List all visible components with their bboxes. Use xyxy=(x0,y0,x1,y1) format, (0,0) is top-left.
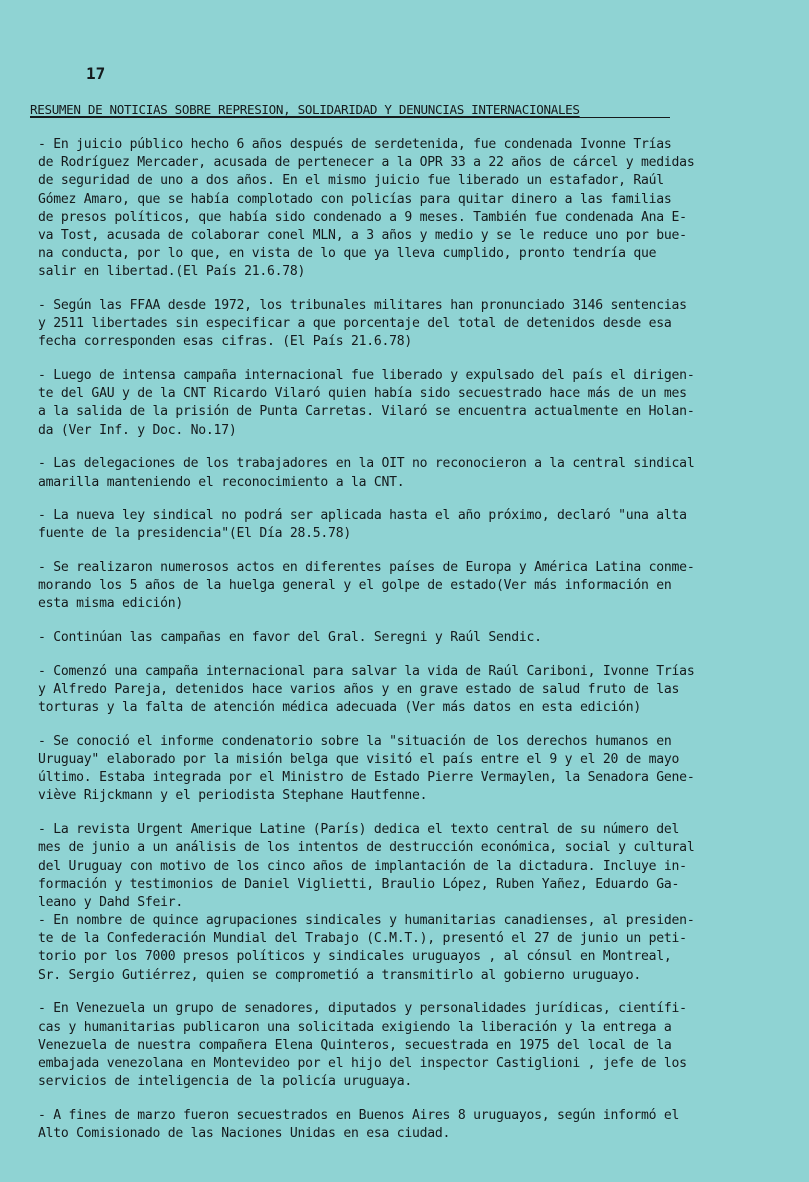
news-item-line: viève Rijckmann y el periodista Stephane Hautfenne. xyxy=(38,788,428,804)
news-item xyxy=(38,455,758,491)
news-item xyxy=(38,507,758,543)
news-item-line: de Rodríguez Mercader, acusada de pertenecer a la OPR 33 a 22 años de cárcel y medidas xyxy=(38,155,695,171)
news-item-line: a la salida de la prisión de Punta Carretas. Vilaró se encuentra actualmente en Holan- xyxy=(38,404,695,420)
news-item-line: salir en libertad.(El País 21.6.78) xyxy=(38,264,306,280)
news-item-line: y Alfredo Pareja, detenidos hace varios años y en grave estado de salud fruto de las xyxy=(38,682,680,697)
news-item-line: te de la Confederación Mundial del Trabajo (C.M.T.), presentó el 27 de junio un peti- xyxy=(38,931,687,947)
news-item-line: del Uruguay con motivo de los cinco años de implantación de la dictadura. Incluye in- xyxy=(38,858,687,874)
news-item-line: Uruguay" elaborado por la misión belga que visitó el país entre el 9 y el 20 de mayo xyxy=(38,752,680,768)
news-item xyxy=(38,559,758,614)
news-item-line: esta misma edición) xyxy=(38,596,184,612)
news-item-line: - Las delegaciones de los trabajadores en la OIT no reconocieron a la central sindical xyxy=(38,456,695,472)
news-item xyxy=(38,912,758,985)
news-item-line: Sr. Sergio Gutiérrez, quien se comprometió a transmitirlo al gobierno uruguayo. xyxy=(38,967,642,983)
news-item xyxy=(38,663,758,718)
news-item-line: fuente de la presidencia"(El Día 28.5.78) xyxy=(38,526,351,542)
news-item xyxy=(38,629,758,647)
news-item-line: - Comenzó una campaña internacional para salvar la vida de Raúl Cariboni, Ivonne Trías xyxy=(38,663,695,679)
news-item-line: va Tost, acusada de colaborar conel MLN, a 3 años y medio y se le reduce uno por bue- xyxy=(38,227,687,243)
news-item-line: Alto Comisionado de las Naciones Unidas en esa ciudad. xyxy=(38,1125,451,1141)
news-item-line: - En juicio público hecho 6 años después de serdetenida, fue condenada Ivonne Trías xyxy=(38,137,672,152)
news-item-line: torio por los 7000 presos políticos y sindicales uruguayos , al cónsul en Montreal, xyxy=(38,949,672,965)
news-item-line: - Continúan las campañas en favor del Gral. Seregni y Raúl Sendic. xyxy=(38,630,542,646)
section-heading: RESUMEN DE NOTICIAS SOBRE REPRESION, SOLIDARIDAD Y DENUNCIAS INTERNACIONALES xyxy=(30,102,580,117)
news-item-line: Venezuela de nuestra compañera Elena Quinteros, secuestrada en 1975 del local de la xyxy=(38,1037,672,1053)
news-item-line: - A fines de marzo fueron secuestrados en Buenos Aires 8 uruguayos, según informó el xyxy=(38,1107,680,1123)
news-item-line: último. Estaba integrada por el Ministro de Estado Pierre Vermaylen, la Senadora Gene- xyxy=(38,770,695,786)
news-item-line: torturas y la falta de atención médica adecuada (Ver más datos en esta edición) xyxy=(38,700,642,716)
news-item-line: - Luego de intensa campaña internacional fue liberado y expulsado del país el dirigen- xyxy=(38,368,695,384)
news-item-line: y 2511 libertades sin especificar a que porcentaje del total de detenidos desde esa xyxy=(38,316,672,332)
news-item xyxy=(38,297,758,352)
news-item xyxy=(38,733,758,806)
news-item-line: - Se conoció el informe condenatorio sobre la "situación de los derechos humanos en xyxy=(38,733,672,749)
news-item-line: cas y humanitarias publicaron una solicitada exigiendo la liberación y la entrega a xyxy=(38,1019,672,1035)
news-item-line: fecha corresponden esas cifras. (El País 21.6.78) xyxy=(38,334,413,350)
news-item-line: - La revista Urgent Amerique Latine (París) dedica el texto central de su número del xyxy=(38,822,680,838)
news-item-line: formación y testimonios de Daniel Viglietti, Braulio López, Ruben Yañez, Eduardo Ga- xyxy=(38,876,680,892)
news-item-line: amarilla manteniendo el reconocimiento a la CNT. xyxy=(38,474,405,490)
news-item-line: servicios de inteligencia de la policía uruguaya. xyxy=(38,1074,413,1090)
heading-underline xyxy=(30,117,670,118)
news-item xyxy=(38,1000,758,1091)
news-item-line: embajada venezolana en Montevideo por el hijo del inspector Castiglioni , jefe de los xyxy=(38,1055,687,1071)
news-item-line: - En nombre de quince agrupaciones sindicales y humanitarias canadienses, al presiden- xyxy=(38,913,695,929)
news-item-line: - La nueva ley sindical no podrá ser aplicada hasta el año próximo, declaró "una alta xyxy=(38,508,687,524)
news-item-line: te del GAU y de la CNT Ricardo Vilaró quien había sido secuestrado hace más de un mes xyxy=(38,386,687,402)
page-number: 17 xyxy=(86,64,106,83)
news-item xyxy=(38,136,758,282)
news-item xyxy=(38,367,758,440)
news-item-line: mes de junio a un análisis de los intentos de destrucción económica, social y cultural xyxy=(38,840,695,856)
news-item-line: na conducta, por lo que, en vista de lo que ya lleva cumplido, pronto tendría que xyxy=(38,246,657,262)
news-item xyxy=(38,1107,758,1143)
news-item-line: - Se realizaron numerosos actos en diferentes países de Europa y América Latina conme- xyxy=(38,560,695,576)
news-item xyxy=(38,821,758,912)
news-item-line: - En Venezuela un grupo de senadores, diputados y personalidades jurídicas, científi- xyxy=(38,1001,687,1017)
news-item-line: Gómez Amaro, que se había complotado con policías para quitar dinero a las familias xyxy=(38,191,672,207)
news-item-line: da (Ver Inf. y Doc. No.17) xyxy=(38,422,237,438)
news-item-line: de seguridad de uno a dos años. En el mismo juicio fue liberado un estafador, Raúl xyxy=(38,173,664,189)
news-item-line: - Según las FFAA desde 1972, los tribunales militares han pronunciado 3146 sentencias xyxy=(38,298,687,313)
news-items-list xyxy=(38,136,758,1159)
news-item-line: de presos políticos, que había sido condenado a 9 meses. También fue condenada Ana E- xyxy=(38,209,687,225)
news-item-line: morando los 5 años de la huelga general y el golpe de estado(Ver más información en xyxy=(38,578,672,594)
news-item-line: leano y Dahd Sfeir. xyxy=(38,894,184,910)
